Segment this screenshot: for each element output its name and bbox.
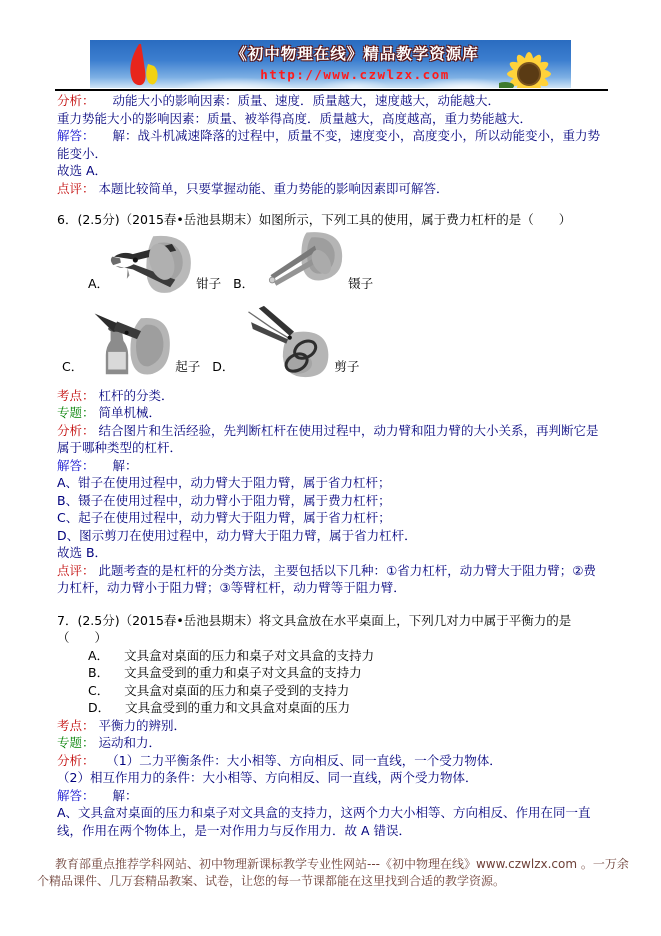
question-6-stem: 6．(2.5分)（2015春•岳池县期末）如图所示，下列工具的使用，属于费力杠杆的是（ ） [57,212,572,227]
q7-option-a: A． 文具盒对桌面的压力和桌子对文具盒的支持力 [88,647,375,663]
kaodian-label: 考点： [57,387,95,403]
banner-url[interactable]: http://www.czwlzx.com [260,67,450,82]
answer-line-c: C、起子在使用过程中，动力臂大于阻力臂，属于省力杠杆； [57,510,391,525]
answer-line-b: B、镊子在使用过程中，动力臂小于阻力臂，属于费力杠杆； [57,492,391,508]
option-caption-scissors: 剪子 [334,359,360,374]
comment-label: 点评： [57,180,95,196]
kaodian-line: 考点： 平衡力的辨别． [57,717,187,733]
tweezers-photo [264,229,346,295]
site-footer: 教育部重点推荐学科网站、初中物理新课标教学专业性网站---《初中物理在线》www.czwlzx.com 。一万余个精品课件、几万套精品教案、试卷，让您的每一节课都能在这里找到合适的教学资源。 [37,857,629,888]
answer-paragraph: 解答： 解： [57,787,138,803]
scissors-photo [244,305,332,378]
answer-text: A、文具盒对桌面的压力和桌子对文具盒的支持力，这两个力大小相等、方向相反、作用在同一直线，作用在两个物体上，是一对作用力与反作用力．故 A 错误． [57,805,591,838]
kaodian-line: 考点： 杠杆的分类． [57,387,174,403]
option-letter-a: A． [88,276,110,291]
q7-option-d: D． 文具盒受到的重力和文具盒对桌面的压力 [88,700,351,715]
comment-paragraph [57,180,608,198]
site-banner[interactable] [90,40,571,88]
banner-text [210,42,500,82]
banner-title: 《初中物理在线》精品教学资源库 [231,45,479,63]
analysis-label: 分析： [57,752,95,768]
conclusion-line: 故选 A． [57,163,108,178]
comment-paragraph: 点评： 此题考查的是杠杆的分类方法，主要包括以下几种：①省力杠杆，动力臂大于阻力臂；②费力杠杆，动力臂小于阻力臂；③等臂杠杆，动力臂等于阻力臂． [57,562,596,595]
q6-options-row-2 [62,305,608,378]
answer-line-a: A、钳子在使用过程中，动力臂大于阻力臂，属于省力杠杆； [57,475,391,490]
option-caption-tweezers: 镊子 [348,276,374,291]
option-caption-pliers: 钳子 [196,276,222,291]
q6-options-row-1 [88,229,608,295]
answer-paragraph [57,127,608,162]
kaodian-label: 考点： [57,717,95,733]
analysis-text: 动能大小的影响因素：质量、速度．质量越大，速度越大，动能越大． [112,93,501,108]
question-7-stem: 7．(2.5分)（2015春•岳池县期末）将文具盒放在水平桌面上，下列几对力中属于平衡力的是（ ） [57,612,572,645]
option-letter-d: D． [212,359,235,374]
comment-label: 点评： [57,562,95,578]
answer-label: 解答： [57,787,95,803]
analysis-paragraph: （2）相互作用力的条件：大小相等、方向相反、同一直线，两个受力物体． [57,770,478,785]
analysis-paragraph [57,110,608,128]
header-divider [55,89,608,91]
analysis-label: 分析： [57,93,95,108]
analysis-paragraph: 分析： 结合图片和生活经验，先判断杠杆在使用过程中，动力臂和阻力臂的大小关系，再判断它是属于哪种类型的杠杆． [57,422,599,455]
answer-text: 解：战斗机减速降落的过程中，质量不变，速度变小，高度变小，所以动能变小，重力势能变小． [57,128,601,161]
answer-line-d: D、图示剪刀在使用过程中，动力臂大于阻力臂，属于省力杠杆． [57,527,417,543]
bottle-opener-photo [93,305,173,378]
analysis-paragraph: 分析： （1）二力平衡条件：大小相等、方向相反、同一直线，一个受力物体． [57,752,502,768]
analysis-label: 分析： [57,422,95,438]
option-caption-opener: 起子 [175,359,201,374]
zhuanti-label: 专题： [57,405,95,420]
answer-paragraph: 解答： 解： [57,457,138,473]
flame-logo-icon [118,42,160,88]
answer-label: 解答： [57,128,95,143]
pliers-photo [109,231,194,295]
sunflower-icon [499,40,571,88]
conclusion-line: 故选 B． [57,545,108,560]
q7-option-c: C． 文具盒对桌面的压力和桌子受到的支持力 [88,682,350,698]
option-letter-c: C． [62,359,84,374]
comment-text: 本题比较简单，只要掌握动能、重力势能的影响因素即可解答． [98,180,449,196]
q7-option-b: B． 文具盒受到的重力和桌子对文具盒的支持力 [88,665,362,680]
analysis-paragraph [57,92,608,110]
zhuanti-line: 专题： 简单机械． [57,405,162,420]
answer-label: 解答： [57,457,95,473]
option-letter-b: B． [233,276,255,291]
zhuanti-label: 专题： [57,735,95,750]
document-content [57,92,608,839]
zhuanti-line: 专题： 运动和力． [57,735,162,750]
analysis-text: 重力势能大小的影响因素：质量、被举得高度．质量越大，高度越高，重力势能越大． [57,110,533,126]
